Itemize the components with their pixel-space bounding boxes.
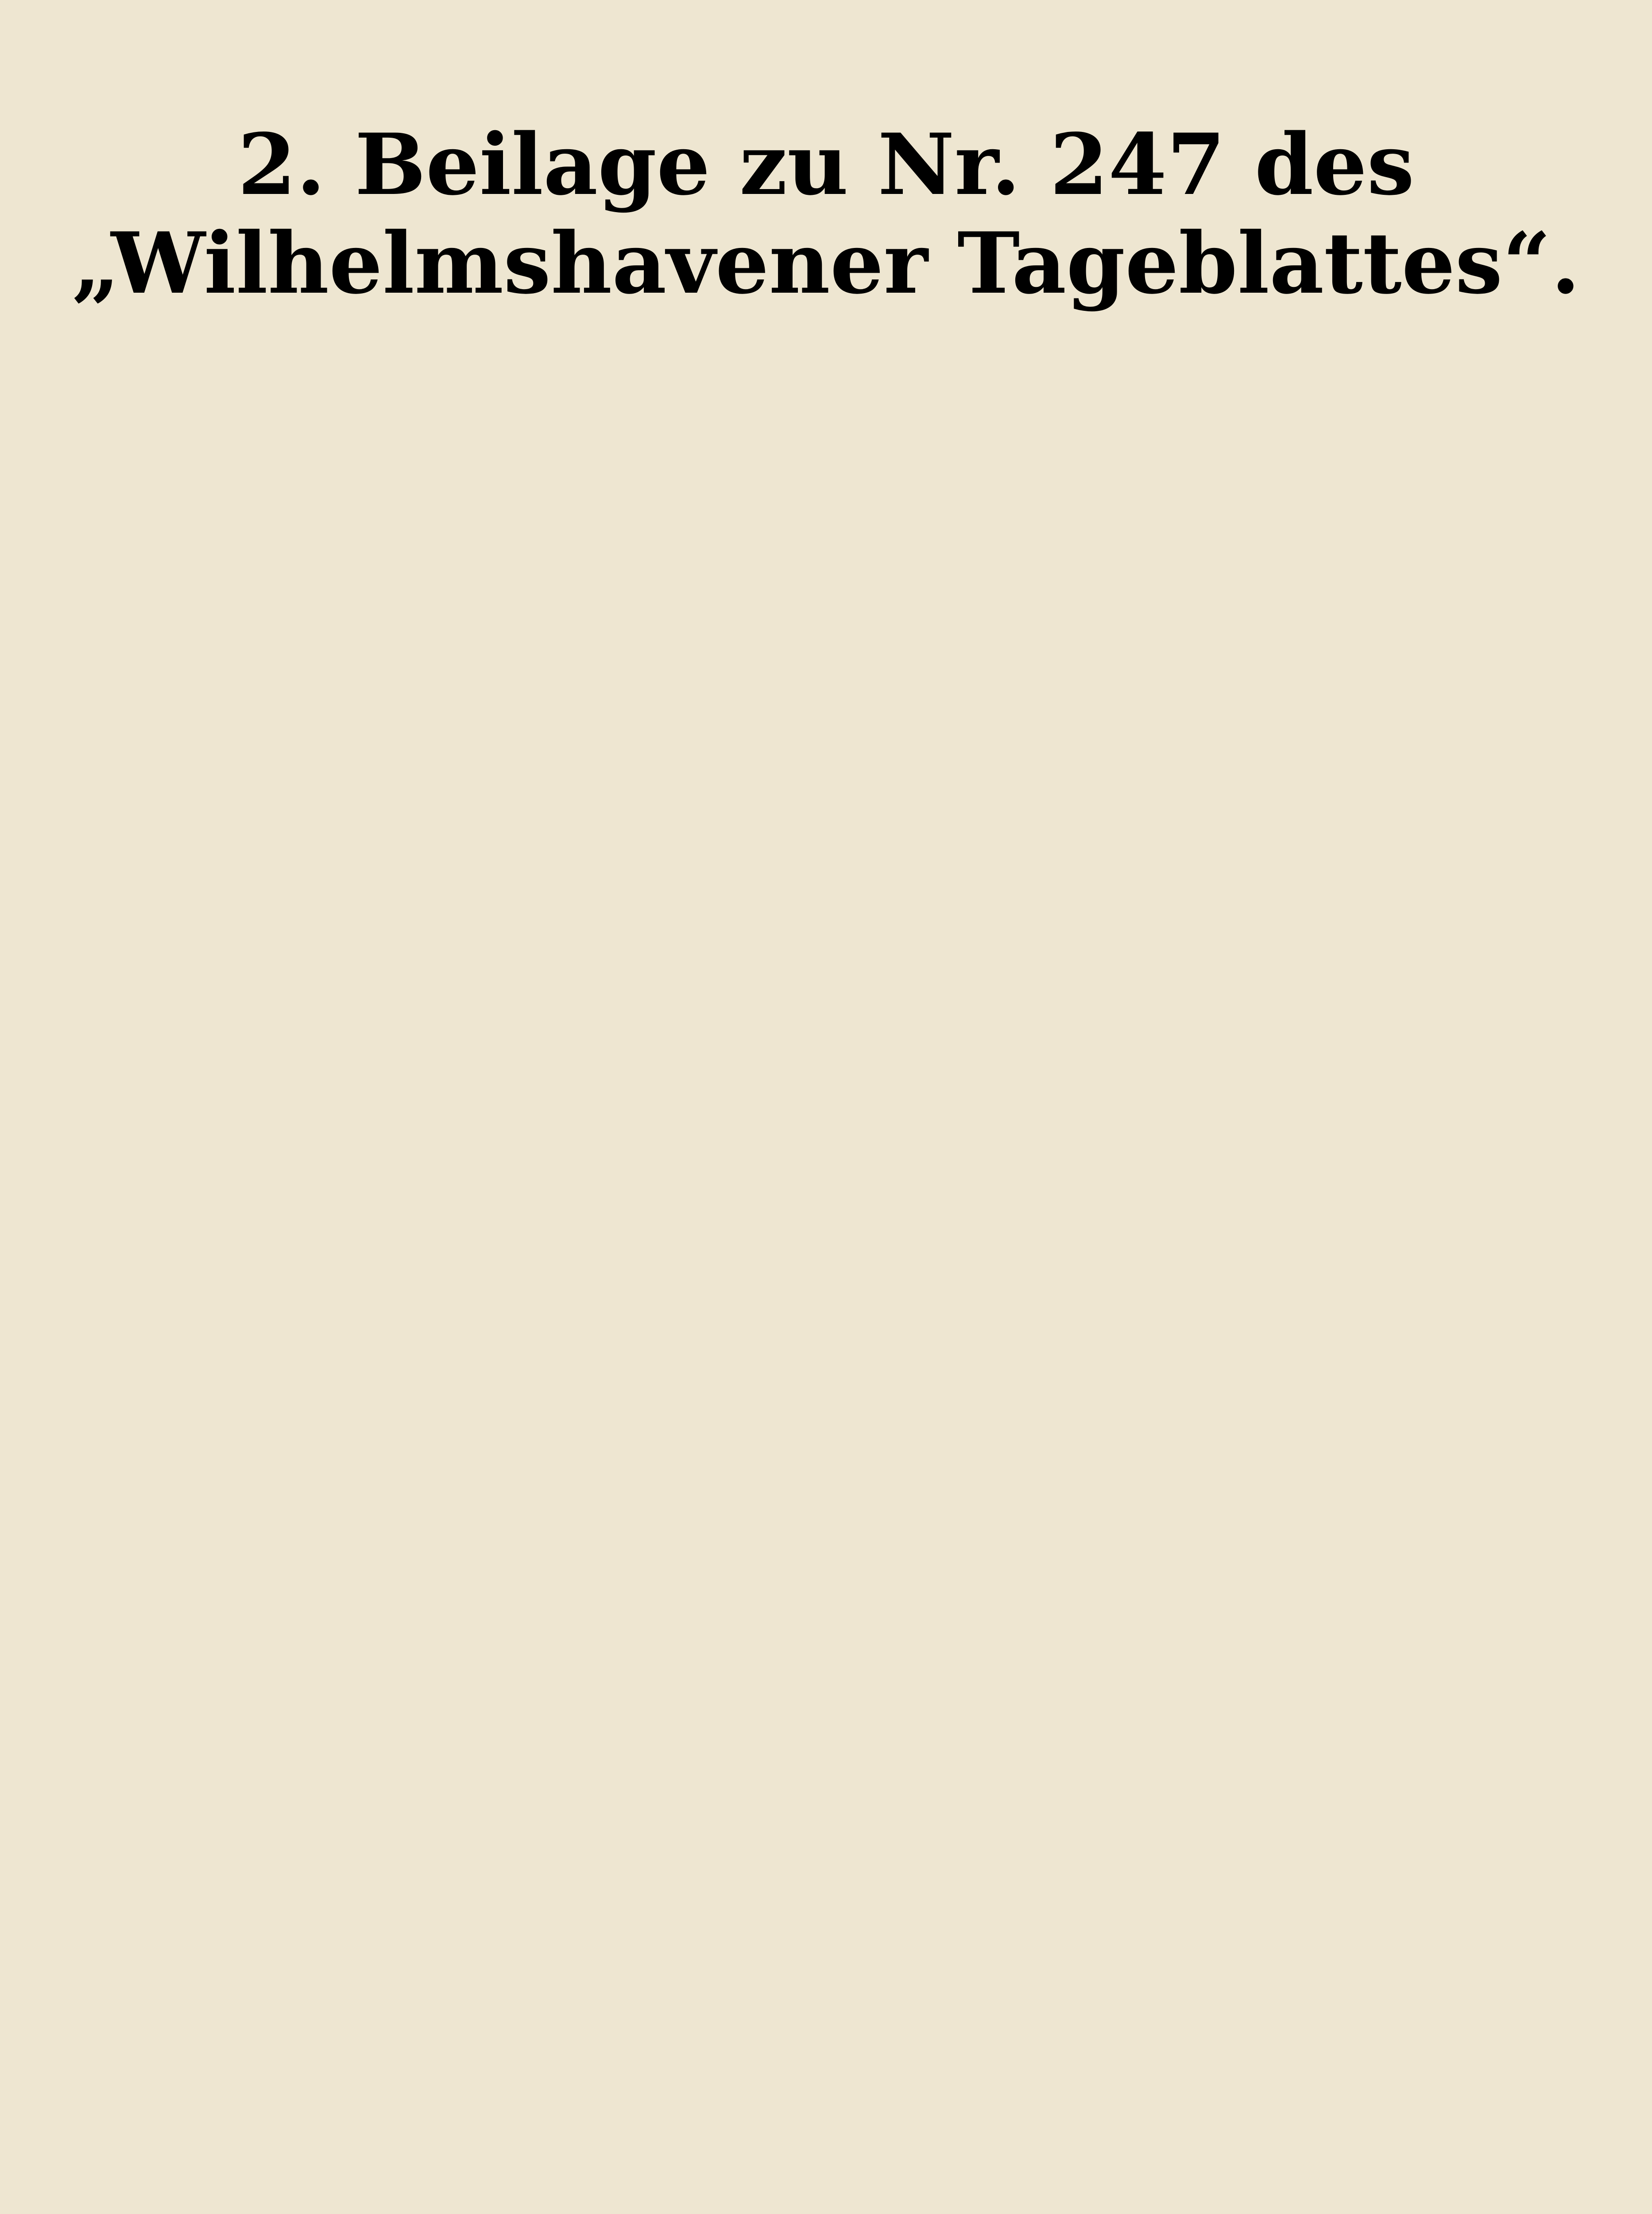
- masthead-title: 2. Beilage zu Nr. 247 des „Wilhelmshavener Tageblattes“.: [72, 115, 1580, 313]
